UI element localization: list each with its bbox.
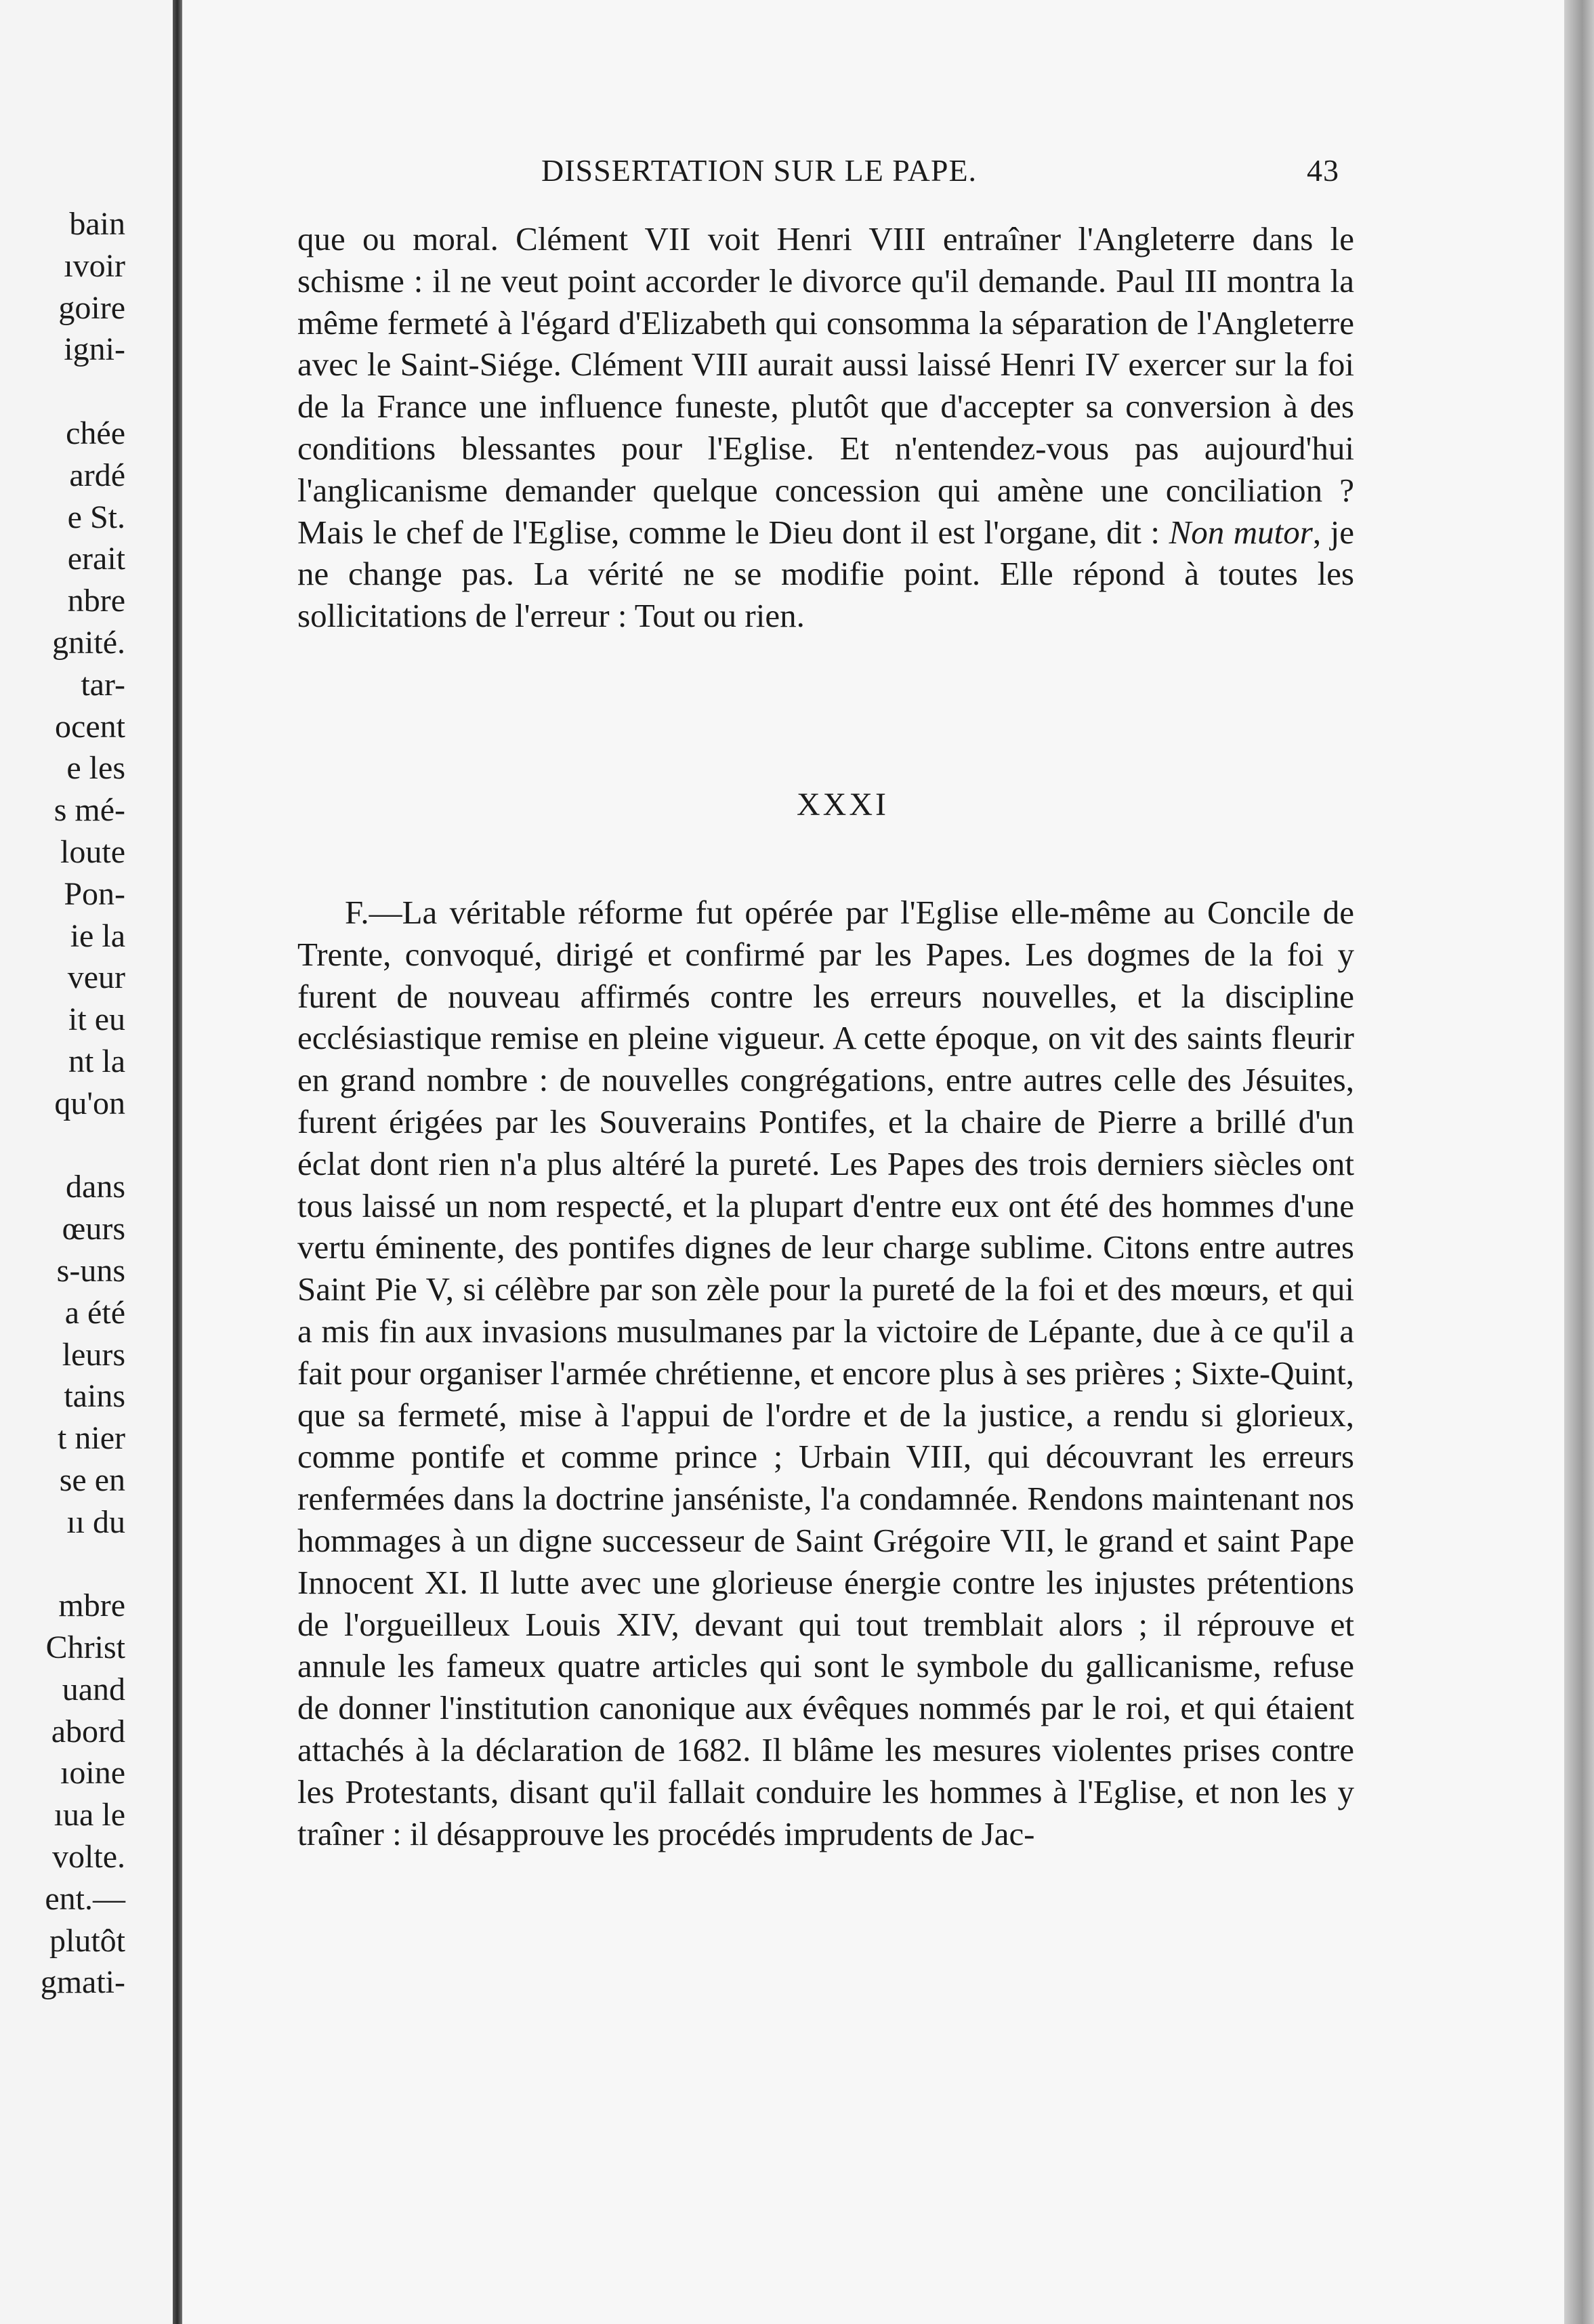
- previous-page-fragment: se en: [59, 1461, 125, 1498]
- previous-page-fragment: ie la: [70, 917, 125, 954]
- previous-page-fragment: leurs: [62, 1336, 125, 1373]
- previous-page-fragment: chée: [66, 415, 125, 451]
- previous-page-fragment: tains: [64, 1378, 125, 1415]
- previous-page-fragment: veur: [67, 959, 125, 996]
- paragraph-section: [297, 892, 1354, 1854]
- previous-page-fragment: ıoine: [60, 1755, 125, 1791]
- previous-page-fragment: loute: [60, 833, 125, 870]
- paragraph-1-text-b: , je ne change pas. La vérité ne se modifie point. Elle répond à toutes les sollicitations de l'erreur : Tout ou rien.: [297, 513, 1354, 635]
- previous-page-fragment: it eu: [68, 1001, 125, 1038]
- previous-page-fragment: s-uns: [56, 1252, 125, 1289]
- previous-page-fragment: uand: [62, 1671, 125, 1707]
- speaker-label: F.: [345, 894, 369, 931]
- previous-page-fragment: œurs: [62, 1211, 125, 1247]
- previous-page-fragment: goire: [58, 289, 125, 326]
- previous-page-fragment: [0, 1543, 173, 1585]
- page-number: 43: [1307, 153, 1339, 188]
- previous-page-fragment: volte.: [52, 1839, 125, 1875]
- section-heading: [182, 786, 1564, 823]
- previous-page-fragment: mbre: [58, 1588, 125, 1624]
- previous-page-fragment: plutôt: [49, 1922, 125, 1959]
- latin-quote: Non mutor: [1169, 513, 1313, 551]
- previous-page-fragment: ardé: [69, 457, 125, 493]
- previous-page-text-fragments: [0, 203, 173, 2004]
- previous-page-fragment: s mé-: [54, 792, 125, 829]
- previous-page-fragment: erait: [67, 541, 125, 577]
- paragraph-2-text: —La véritable réforme fut opérée par l'Eglise elle-même au Concile de Trente, convoqué, dirigé et confirmé par les Papes. Les dogmes de la foi y furent de nouveau affirmés contre les erreurs nouvelles, et la discipline ecclésiastique remise en pleine vigueur. A cette époque, on vit des saints fleurir en grand nombre : de nouvelles congrégations, entre autres celle des Jésuites, furent érigées par les Souverains Pontifes, et la chaire de Pierre a brillé d'un éclat dont rien n'a plus altéré la pureté. Les Papes des trois derniers siècles ont tous laissé un nom respecté, et la plupart d'entre eux ont été des hommes d'une vertu éminente, des pontifes dignes de leur charge sublime. Citons entre autres Saint Pie V, si célèbre par son zèle pour la pureté de la foi et des mœurs, et qui a mis fin aux invasions musulmanes par la victoire de Lépante, due à ce qu'il a fait pour organiser l'armée chrétienne, et encore plus à ses prières ; Sixte-Quint, que sa fermeté, mise à l'appui de l'ordre et de la justice, a rendu si glorieux, comme pontife et comme prince ; Urbain VIII, qui découvrant les erreurs renfermées dans la doctrine janséniste, l'a condamnée. Rendons maintenant nos hommages à un digne successeur de Saint Grégoire VII, le grand et saint Pape Innocent XI. Il lutte avec une glorieuse énergie contre les injustes prétentions de l'orgueilleux Louis XIV, devant qui tout tremblait alors ; il réprouve et annule les fameux quatre articles qui sont le symbole du gallicanisme, refuse de donner l'institution canonique aux évêques nommés par le roi, et qui étaient attachés à la déclaration de 1682. Il blâme les mesures violentes prises contre les Protestants, disant qu'il fallait conduire les hommes à l'Eglise, et non les y traîner : il désapprouve les procédés imprudents de Jac-: [297, 894, 1354, 1852]
- previous-page-fragment: t nier: [58, 1420, 125, 1457]
- previous-page-fragment: dans: [66, 1169, 125, 1205]
- paragraph-continued: [297, 218, 1354, 637]
- previous-page-fragment: nt la: [68, 1043, 125, 1079]
- previous-page-fragment: gmati-: [40, 1964, 125, 2001]
- previous-page-fragment: Pon-: [64, 875, 125, 912]
- previous-page-fragment: [0, 1125, 173, 1167]
- section-numeral: XXXI: [797, 787, 889, 823]
- previous-page-fragment: Christ: [45, 1630, 125, 1666]
- previous-page-fragment: nbre: [67, 583, 125, 619]
- previous-page-edge: [0, 0, 173, 2324]
- running-title: DISSERTATION SUR LE PAPE.: [541, 153, 978, 188]
- page: [182, 0, 1564, 2324]
- previous-page-fragment: e St.: [67, 499, 125, 535]
- paragraph-1: [297, 218, 1354, 637]
- previous-page-fragment: ent.—: [45, 1880, 125, 1917]
- previous-page-fragment: ocent: [55, 708, 125, 745]
- previous-page-fragment: [0, 371, 173, 413]
- previous-page-fragment: gnité.: [52, 624, 125, 661]
- previous-page-fragment: tar-: [81, 666, 125, 703]
- running-head: [182, 152, 1564, 200]
- previous-page-fragment: bain: [69, 206, 125, 242]
- previous-page-fragment: ıvoir: [64, 247, 125, 284]
- paragraph-1-text-a: que ou moral. Clément VII voit Henri VIII entraîner l'Angleterre dans le schisme : il ne veut point accorder le divorce qu'il demande. Paul III montra la même fermeté à l'égard d'Elizabeth qui consomma la séparation de l'Angleterre avec le Saint-Siége. Clément VIII aurait aussi laissé Henri IV exercer sur la foi de la France une influence funeste, plutôt que d'accepter sa conversion à des conditions blessantes pour l'Eglise. Et n'entendez-vous pas aujourd'hui l'anglicanisme demander quelque concession qui amène une conciliation ? Mais le chef de l'Eglise, comme le Dieu dont il est l'organe, dit :: [297, 220, 1354, 551]
- page-right-edge: [1564, 0, 1594, 2324]
- previous-page-fragment: e les: [66, 750, 125, 787]
- book-gutter: [173, 0, 182, 2324]
- previous-page-fragment: qu'on: [54, 1085, 125, 1121]
- previous-page-fragment: ıı du: [66, 1503, 125, 1540]
- paragraph-2: [297, 892, 1354, 1854]
- previous-page-fragment: a été: [64, 1294, 125, 1331]
- previous-page-fragment: ıua le: [54, 1797, 125, 1833]
- previous-page-fragment: abord: [51, 1713, 125, 1749]
- previous-page-fragment: igni-: [64, 331, 125, 368]
